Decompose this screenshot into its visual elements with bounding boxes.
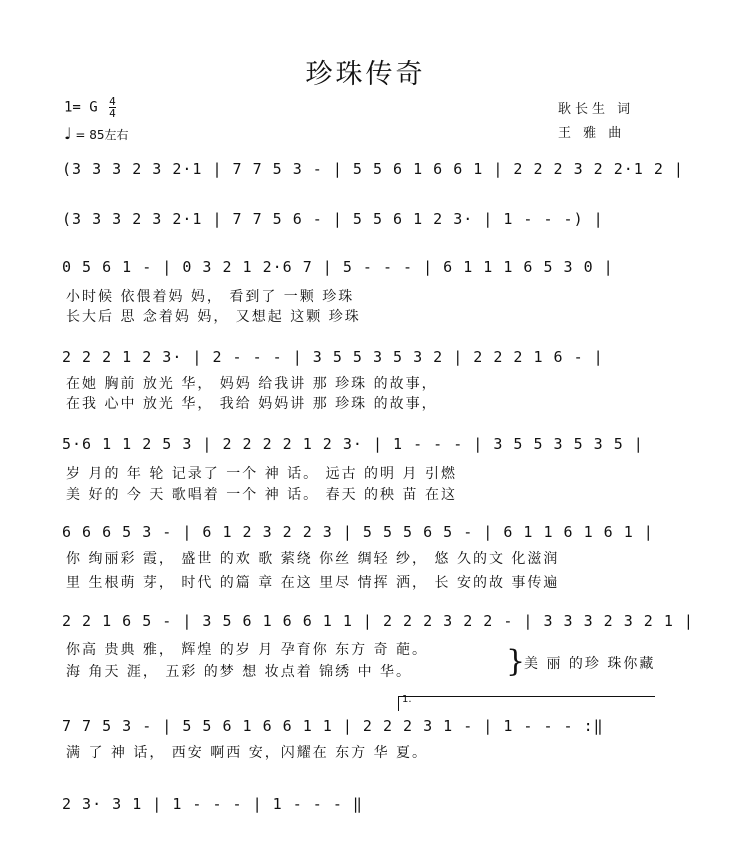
staff-line-3: 0 5 6 1 - | 0 3 2 1 2·6 7 | 5 - - - | 6 1 1 1 6 5 3 0 |	[62, 258, 614, 276]
time-signature	[109, 96, 116, 119]
lyric-4-verse-2: 在我 心中 放光 华， 我给 妈妈讲 那 珍珠 的故事，	[66, 396, 438, 412]
quarter-note-icon: ♩	[64, 124, 72, 143]
staff-line-9: 2 3· 3 1 | 1 - - - | 1 - - - ‖	[62, 795, 363, 813]
lyricist-credit: 耿长生 词	[558, 102, 635, 117]
volta-label: 1.	[402, 694, 412, 705]
tempo-marking	[64, 124, 129, 143]
staff-line-4: 2 2 2 1 2 3· | 2 - - - | 3 5 5 3 5 3 2 | 2 2 2 1 6 - |	[62, 348, 604, 366]
lyric-3-verse-2: 长大后 思 念着妈 妈， 又想起 这颗 珍珠	[66, 309, 361, 325]
lyric-5-verse-1: 岁 月的 年 轮 记录了 一个 神 话。 远古 的明 月 引燃	[66, 466, 457, 482]
lyric-7-verse-1: 你高 贵典 雅， 辉煌 的岁 月 孕育你 东方 奇 葩。	[66, 642, 429, 658]
key-label: 1= G	[64, 99, 98, 116]
staff-line-5: 5·6 1 1 2 5 3 | 2 2 2 2 1 2 3· | 1 - - - | 3 5 5 3 5 3 5 |	[62, 435, 644, 453]
lyric-3-verse-1: 小时候 依偎着妈 妈， 看到了 一颗 珍珠	[66, 289, 355, 305]
lyric-4-verse-1: 在她 胸前 放光 华， 妈妈 给我讲 那 珍珠 的故事，	[66, 376, 438, 392]
key-signature	[64, 96, 116, 119]
first-ending-bracket	[398, 696, 655, 711]
staff-line-2: (3 3 3 2 3 2·1 | 7 7 5 6 - | 5 5 6 1 2 3· | 1 - - -) |	[62, 210, 604, 228]
lyric-5-verse-2: 美 好的 今 天 歌唱着 一个 神 话。 春天 的秧 苗 在这	[66, 487, 457, 503]
composer-credit: 王 雅 曲	[558, 126, 626, 141]
verse-brace: }	[506, 644, 526, 679]
staff-line-8: 7 7 5 3 - | 5 5 6 1 6 6 1 1 | 2 2 2 3 1 - | 1 - - - :‖	[62, 717, 604, 735]
staff-line-6: 6 6 6 5 3 - | 6 1 2 3 2 2 3 | 5 5 5 6 5 - | 6 1 1 6 1 6 1 |	[62, 523, 654, 541]
lyric-6-verse-1: 你 绚丽彩 霞， 盛世 的欢 歌 萦绕 你丝 绸轻 纱， 悠 久的文 化滋润	[66, 551, 560, 567]
brace-lyric: 美 丽 的珍 珠你藏	[524, 656, 656, 672]
lyric-8: 满 了 神 话， 西安 啊西 安，闪耀在 东方 华 夏。	[66, 745, 429, 761]
tempo-text: = 85左右	[75, 128, 129, 142]
time-denominator: 4	[109, 107, 116, 120]
staff-line-1: (3 3 3 2 3 2·1 | 7 7 5 3 - | 5 5 6 1 6 6 1 | 2 2 2 3 2 2·1 2 |	[62, 160, 684, 178]
staff-line-7: 2 2 1 6 5 - | 3 5 6 1 6 6 1 1 | 2 2 2 3 2 2 - | 3 3 3 2 3 2 1 |	[62, 612, 694, 630]
time-numerator: 4	[109, 95, 116, 108]
song-title: 珍珠传奇	[305, 59, 426, 90]
lyric-6-verse-2: 里 生根萌 芽， 时代 的篇 章 在这 里尽 情挥 洒， 长 安的故 事传遍	[66, 575, 560, 591]
lyric-7-verse-2: 海 角天 涯， 五彩 的梦 想 妆点着 锦绣 中 华。	[66, 664, 413, 680]
